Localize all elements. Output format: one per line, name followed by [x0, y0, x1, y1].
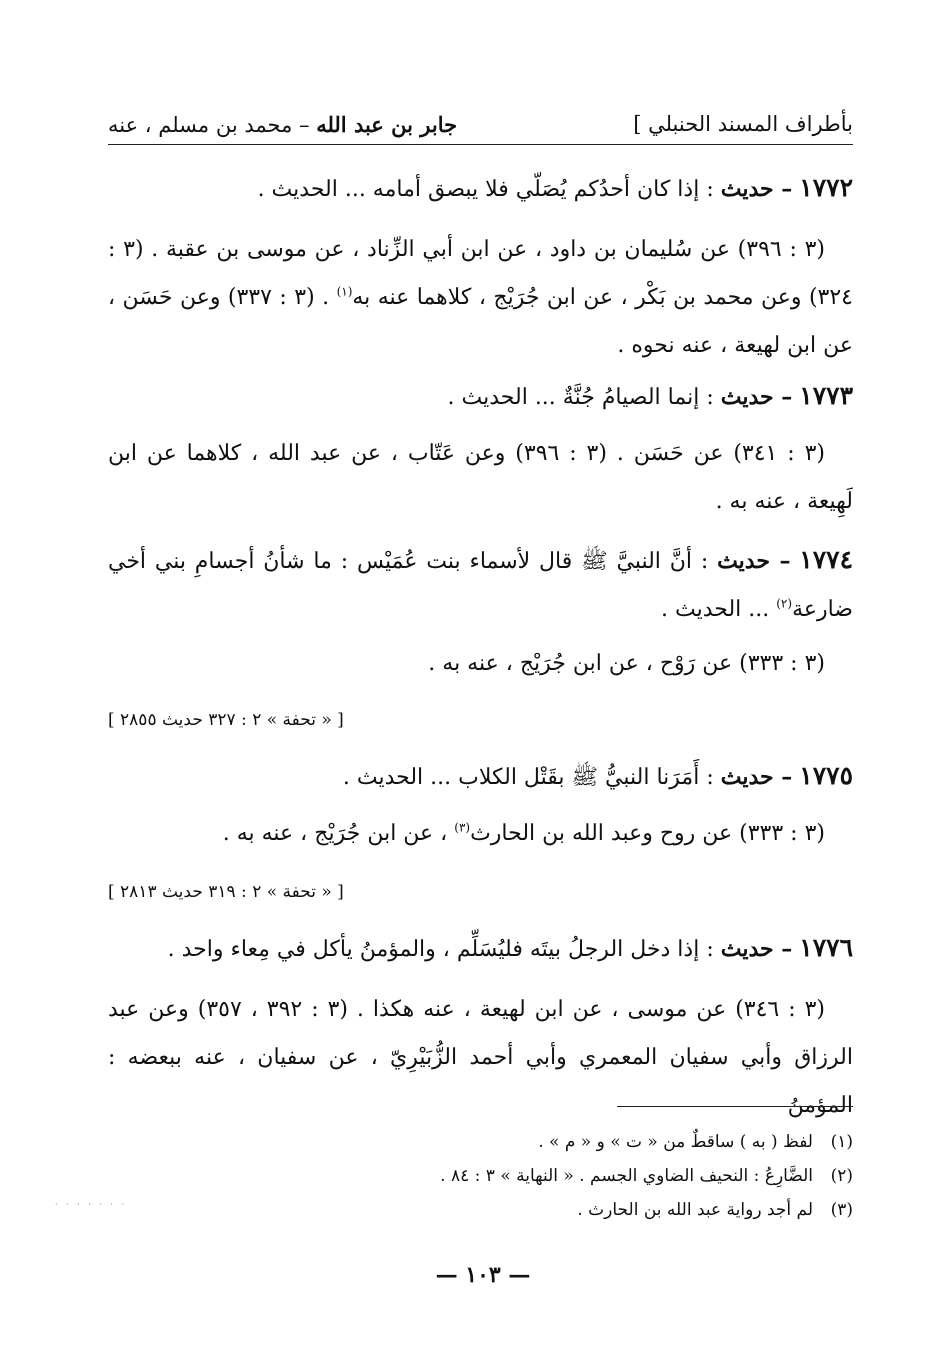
- footnote-ref[interactable]: (٢): [776, 596, 793, 611]
- scan-specks: · · · · · · ·: [55, 1200, 128, 1209]
- tuhfa-text: [ « تحفة » ٢ : ٣١٩ حديث ٢٨١٣ ]: [108, 882, 344, 902]
- header-chapter-rest: – محمد بن مسلم ، عنه: [108, 112, 310, 137]
- hadith-text: ... الحديث .: [660, 597, 770, 622]
- tuhfa-reference: [108, 880, 853, 904]
- hadith-lead: – حديث: [720, 176, 793, 202]
- footnote-number: (٢): [830, 1166, 853, 1186]
- hadith-number: ١٧٧٤: [799, 545, 853, 574]
- footnote-text: لم أجد رواية عبد الله بن الحارث .: [577, 1200, 813, 1220]
- hadith-number: ١٧٧٦: [799, 933, 853, 962]
- chain-text: . (٣ : ٣٣٧) وعن حَسَن ، عن ابن لهيعة ، عنه نحوه .: [108, 285, 853, 358]
- hadith-chain: [108, 810, 853, 858]
- header-book-title: بأطراف المسند الحنبلي ]: [633, 112, 853, 136]
- hadith-entry: [108, 752, 853, 802]
- footnote-divider: [617, 1106, 853, 1107]
- page-number: — ١٠٣ —: [435, 1262, 531, 1288]
- hadith-text: : إنما الصيامُ جُنَّةٌ ... الحديث .: [447, 385, 714, 410]
- chain-text: (٣ : ٣٤٦) عن موسى ، عن ابن لهيعة ، عنه هكذا . (٣ : ٣٩٢ ، ٣٥٧) وعن عبد الرزاق وأبي سفيان المعمري وأبي أحمد الزُّبَيْرِيّ ، عن سفيان ، عنه ببعضه : المؤمنُ: [108, 997, 853, 1118]
- footnote-ref[interactable]: (١): [336, 284, 353, 299]
- hadith-chain: [108, 226, 853, 370]
- chain-text: (٣ : ٣٣٣) عن رَوْح ، عن ابن جُرَيْج ، عنه به .: [428, 651, 825, 676]
- tuhfa-text: [ « تحفة » ٢ : ٣٢٧ حديث ٢٨٥٥ ]: [108, 710, 344, 730]
- footnote-text: الضَّارِعُ : النحيف الضاوي الجسم . « النهاية » ٣ : ٨٤ .: [440, 1166, 813, 1186]
- hadith-chain: [108, 986, 853, 1130]
- hadith-number: ١٧٧٣: [799, 381, 853, 410]
- hadith-text: : إذا دخل الرجلُ بيتَه فليُسَلِّم ، والمؤمنُ يأكل في مِعاء واحد .: [167, 937, 714, 962]
- hadith-lead: – حديث: [720, 764, 793, 790]
- footnote-text: لفظ ( به ) ساقطٌ من « ت » و « م » .: [538, 1132, 813, 1152]
- hadith-entry: [108, 536, 853, 634]
- footnote-number: (٣): [830, 1200, 853, 1220]
- header-chapter-name: جابر بن عبد الله: [316, 111, 458, 137]
- hadith-entry: [108, 924, 853, 974]
- footnote: [108, 1162, 853, 1190]
- chain-text: (٣ : ٣٣٣) عن روح وعبد الله بن الحارث: [470, 821, 825, 846]
- hadith-lead: – حديث: [717, 548, 791, 574]
- hadith-text: : إذا كان أحدُكم يُصَلّي فلا يبصق أمامه ... الحديث .: [257, 177, 714, 202]
- tuhfa-reference: [108, 708, 853, 732]
- chain-text: (٣ : ٣٩٦) عن سُليمان بن داود ، عن ابن أبي الزِّناد ، عن موسى بن عقبة . (٣ : ٣٢٤) وعن محمد بن بَكْر ، عن ابن جُرَيْج ، كلاهما عنه به: [108, 237, 853, 310]
- hadith-chain: [108, 430, 853, 526]
- hadith-lead: – حديث: [720, 936, 793, 962]
- footnote-ref[interactable]: (٣): [454, 820, 471, 835]
- footnote: [108, 1196, 853, 1224]
- hadith-text: : أَمَرَنا النبيُّ ﷺ بقَتْل الكلاب ... الحديث .: [342, 765, 714, 790]
- hadith-chain: [108, 640, 853, 688]
- hadith-number: ١٧٧٢: [799, 173, 853, 202]
- hadith-text: : أنَّ النبيَّ ﷺ قال لأسماء بنت عُمَيْس : ما شأنُ أجسامِ بني أخي ضارعة: [108, 549, 853, 622]
- running-header: [108, 104, 853, 145]
- footnote-number: (١): [830, 1132, 853, 1152]
- hadith-lead: – حديث: [720, 384, 793, 410]
- header-chapter: [108, 112, 457, 137]
- hadith-entry: [108, 372, 853, 422]
- footnote: [108, 1128, 853, 1156]
- chain-text: (٣ : ٣٤١) عن حَسَن . (٣ : ٣٩٦) وعن عَتّاب ، عن عبد الله ، كلاهما عن ابن لَهِيعة ، عنه به .: [108, 441, 853, 514]
- chain-text: ، عن ابن جُرَيْج ، عنه به .: [222, 821, 448, 846]
- hadith-number: ١٧٧٥: [799, 761, 853, 790]
- hadith-entry: [108, 164, 853, 214]
